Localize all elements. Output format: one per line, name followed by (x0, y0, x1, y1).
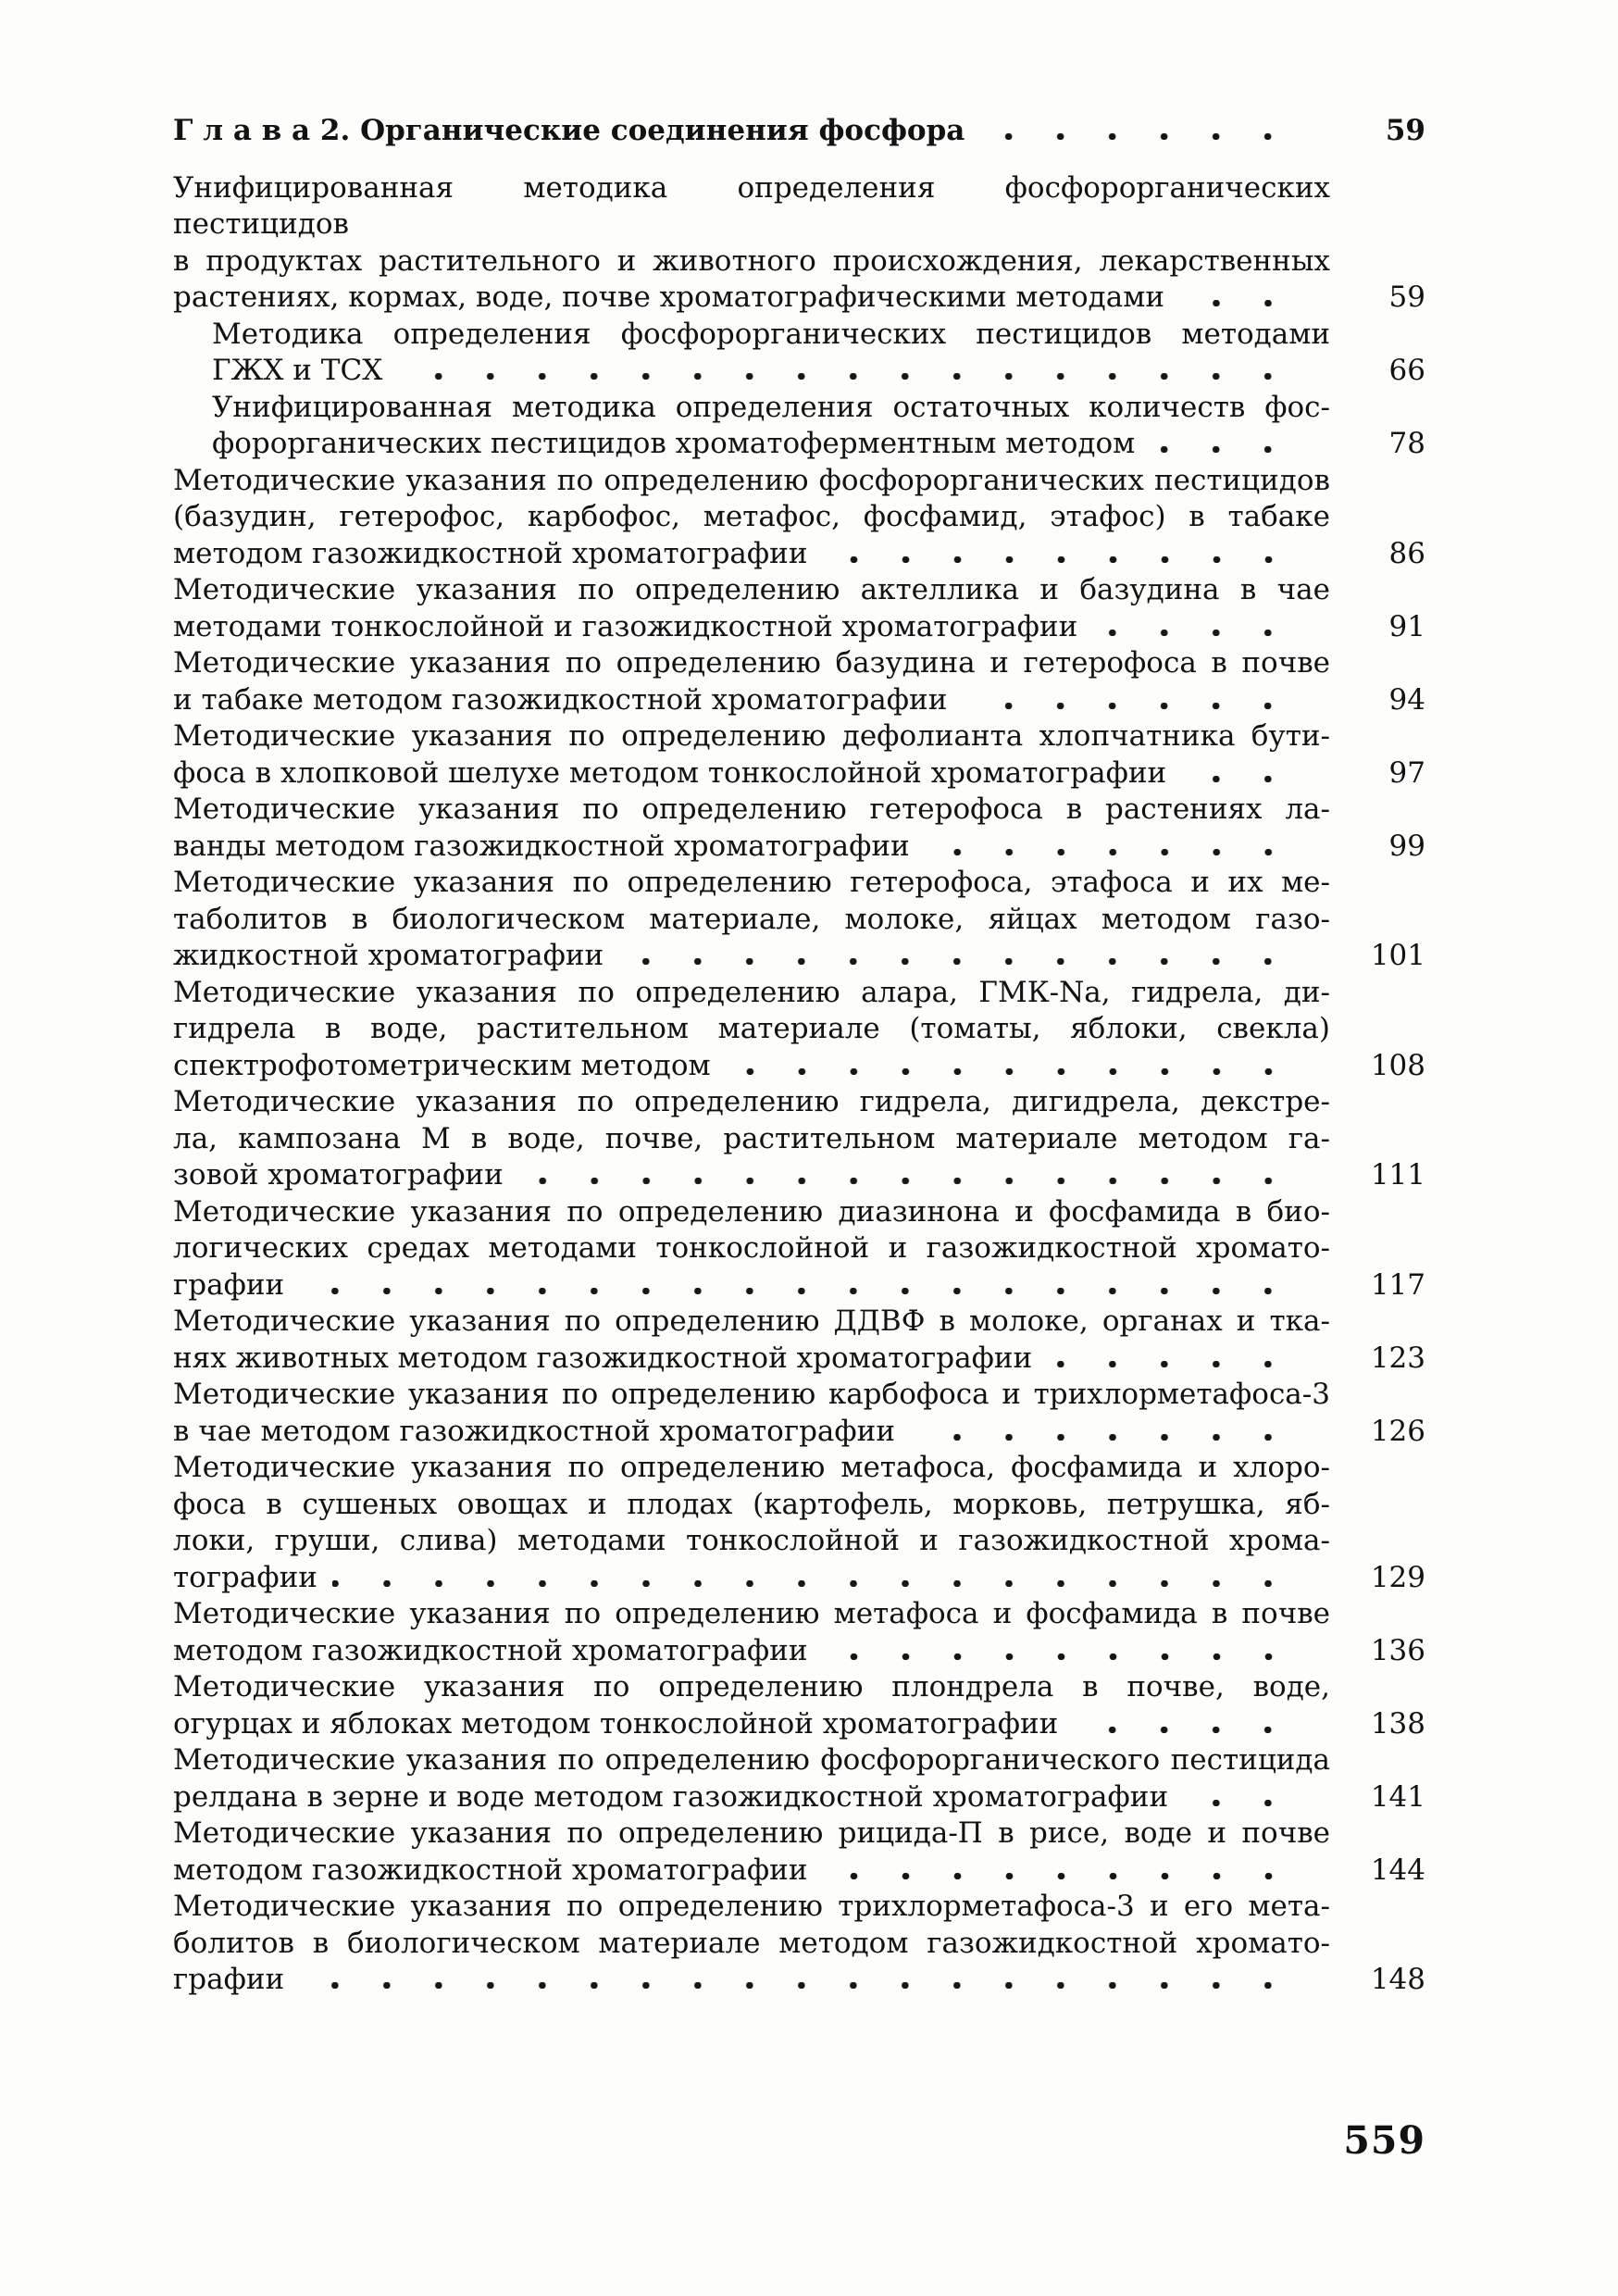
toc-entry (173, 1669, 1425, 1742)
toc-entry-line: логических средах методами тонкослойной и газожидкостной хромато- (173, 1231, 1330, 1265)
toc-entry-last-line (173, 1962, 1425, 1999)
toc-entry-line: в продуктах растительного и животного происхождения, лекарственных (173, 243, 1330, 278)
toc-entry (173, 1450, 1425, 1596)
dot-leader (1183, 1800, 1294, 1806)
toc-entry (173, 1596, 1425, 1669)
toc-entry-last-line (173, 938, 1425, 975)
toc-entry-last-line (173, 1157, 1425, 1194)
toc-entry (173, 463, 1425, 573)
toc-entry-text: фоса в хлопковой шелухе методом тонкослойной хроматографии (173, 755, 1167, 790)
toc-entry-line: Методические указания по определению рицида-П в рисе, воде и почве (173, 1816, 1330, 1850)
toc-entry-last-line (173, 1341, 1425, 1378)
page-number: 108 (1370, 1048, 1425, 1082)
page-number: 66 (1388, 354, 1425, 387)
toc-entry-text: и табаке методом газожидкостной хроматографии (173, 682, 948, 717)
dot-leader (518, 1178, 1294, 1184)
toc-entry-text: форорганических пестицидов хроматоферментным методом (212, 427, 1136, 460)
toc-entry-line: Методические указания по определению ДДВФ в молоке, органах и тка- (173, 1304, 1330, 1338)
toc-entry (173, 1816, 1425, 1889)
toc-entry (173, 792, 1425, 865)
toc-entry (173, 1194, 1425, 1304)
toc-entry-text: ванды методом газожидкостной хроматографии (173, 829, 910, 863)
dot-leader (618, 958, 1294, 965)
toc-entry-line: Методика определения фосфорорганических пестицидов методами (212, 317, 1330, 351)
toc-entry (173, 317, 1425, 390)
toc-entry-line: Методические указания по определению гетерофоса, этафоса и их ме- (173, 866, 1330, 899)
toc-entry-line: фоса в сушеных овощах и плодах (картофель, морковь, петрушка, яб- (173, 1487, 1330, 1521)
toc-entry-text: методом газожидкостной хроматографии (173, 1633, 808, 1667)
dot-leader (299, 1288, 1294, 1294)
page-number: 99 (1388, 829, 1425, 863)
toc-entry-line: Методические указания по определению алара, ГМК-Na, гидрела, ди- (173, 975, 1330, 1009)
page-number: 138 (1370, 1706, 1425, 1741)
page-number: 123 (1370, 1341, 1425, 1375)
dot-leader (299, 1982, 1294, 1989)
toc-entry-last-line (212, 353, 1425, 390)
toc-entry-text: графии (173, 1963, 285, 1996)
dot-leader (726, 1068, 1294, 1075)
page-number: 94 (1388, 682, 1425, 717)
table-of-contents (173, 113, 1425, 1999)
dot-leader (823, 1653, 1295, 1660)
toc-entry-line: Методические указания по определению трихлорметафоса-3 и его мета- (173, 1890, 1330, 1923)
toc-entry (173, 572, 1425, 645)
toc-entry-line: Методические указания по определению диазинона и фосфамида в био- (173, 1194, 1330, 1229)
toc-entry-line: локи, груши, слива) методами тонкослойной и газожидкостной хрома- (173, 1524, 1330, 1557)
toc-entry-line: Методические указания по определению плондрела в почве, воде, (173, 1670, 1330, 1703)
toc-entry-last-line (173, 755, 1425, 792)
dot-leader (1092, 630, 1294, 636)
toc-entry-last-line (173, 1706, 1425, 1743)
toc-entry-last-line (173, 829, 1425, 866)
toc-entry-last-line (173, 1779, 1425, 1816)
page-number: 101 (1370, 939, 1425, 972)
toc-entry-line: таболитов в биологическом материале, молоке, яйцах методом газо- (173, 902, 1330, 936)
page-folio: 559 (1343, 2118, 1425, 2163)
toc-entry (173, 718, 1425, 792)
dot-leader (397, 373, 1294, 380)
toc-entry (173, 1742, 1425, 1816)
toc-entry (173, 170, 1425, 317)
chapter-heading (173, 113, 1425, 150)
toc-entries (173, 170, 1425, 1999)
page-number: 141 (1370, 1779, 1425, 1814)
dot-leader (823, 1873, 1295, 1879)
toc-entry-line: Унифицированная методика определения фосфорорганических пестицидов (173, 170, 1330, 241)
chapter-title: Г л а в а 2. Органические соединения фосфора (173, 114, 965, 147)
toc-entry (173, 390, 1425, 463)
toc-entry-last-line (173, 1267, 1425, 1304)
toc-entry-last-line (173, 1414, 1425, 1451)
page-number: 117 (1370, 1267, 1425, 1302)
dot-leader (1073, 1727, 1294, 1733)
toc-entry-last-line (173, 609, 1425, 646)
toc-entry-text: методом газожидкостной хроматографии (173, 536, 808, 570)
page-number: 97 (1388, 755, 1425, 790)
toc-entry (173, 645, 1425, 718)
page-number: 111 (1370, 1158, 1425, 1192)
page-number: 91 (1388, 609, 1425, 643)
toc-entry-text: растениях, кормах, воде, почве хроматографическими методами (173, 281, 1165, 314)
toc-entry-last-line (173, 1560, 1425, 1597)
dot-leader (962, 703, 1294, 709)
page-number: 129 (1370, 1560, 1425, 1594)
toc-entry-text: в чае методом газожидкостной хроматографии (173, 1414, 895, 1448)
page-number: 126 (1370, 1414, 1425, 1448)
toc-entry-line: (базудин, гетерофос, карбофос, метафос, фосфамид, этафос) в табаке (173, 500, 1330, 533)
dot-leader (979, 133, 1294, 140)
toc-entry-line: Унифицированная методика определения остаточных количеств фос- (212, 390, 1330, 424)
toc-entry (173, 1304, 1425, 1377)
toc-entry-text: релдана в зерне и воде методом газожидкостной хроматографии (173, 1779, 1169, 1814)
dot-leader (925, 849, 1294, 855)
toc-entry-text: жидкостной хроматографии (173, 939, 604, 972)
toc-entry-text: графии (173, 1267, 285, 1302)
page-number: 86 (1388, 536, 1425, 570)
toc-entry-line: Методические указания по определению гидрела, дигидрела, декстре- (173, 1085, 1330, 1118)
toc-entry-line: Методические указания по определению актеллика и базудина в чае (173, 573, 1330, 606)
toc-entry-last-line (173, 1048, 1425, 1085)
toc-entry-text: нях животных методом газожидкостной хроматографии (173, 1341, 1033, 1375)
chapter-page-number: 59 (1385, 114, 1425, 147)
dot-leader (1047, 1361, 1294, 1367)
toc-entry-line: Методические указания по определению метафоса и фосфамида в почве (173, 1597, 1330, 1630)
toc-entry-text: зовой хроматографии (173, 1158, 504, 1192)
toc-entry (173, 1889, 1425, 1999)
toc-entry-line: Методические указания по определению фосфорорганического пестицида (173, 1743, 1330, 1777)
toc-entry (173, 1377, 1425, 1450)
dot-leader (1181, 776, 1294, 782)
toc-entry-line: ла, кампозана М в воде, почве, растительном материале методом га- (173, 1121, 1330, 1155)
dot-leader (1150, 446, 1294, 453)
page-number: 59 (1388, 281, 1425, 314)
dot-leader (910, 1434, 1294, 1441)
dot-leader (1179, 300, 1294, 306)
toc-entry-line: болитов в биологическом материале методом газожидкостной хромато- (173, 1926, 1330, 1960)
page-number: 148 (1370, 1963, 1425, 1996)
toc-entry-text: огурцах и яблоках методом тонкослойной хроматографии (173, 1706, 1059, 1741)
toc-entry-text: методом газожидкостной хроматографии (173, 1853, 808, 1887)
toc-entry-last-line (173, 536, 1425, 573)
toc-entry-line: Методические указания по определению дефолианта хлопчатника бути- (173, 719, 1330, 753)
toc-entry-line: Методические указания по определению фосфорорганических пестицидов (173, 463, 1330, 497)
toc-entry-line: гидрела в воде, растительном материале (томаты, яблоки, свекла) (173, 1012, 1330, 1045)
toc-entry (173, 975, 1425, 1085)
toc-entry-text: тографии (173, 1560, 317, 1594)
toc-entry-last-line (173, 1853, 1425, 1890)
toc-entry-line: Методические указания по определению базудина и гетерофоса в почве (173, 646, 1330, 680)
toc-entry-line: Методические указания по определению гетерофоса в растениях ла- (173, 792, 1330, 826)
toc-entry-last-line (173, 280, 1425, 317)
toc-entry-text: ГЖХ и ТСХ (212, 354, 383, 387)
dot-leader (332, 1580, 1294, 1587)
dot-leader (823, 556, 1295, 563)
page-number: 144 (1370, 1853, 1425, 1887)
page-number: 136 (1370, 1633, 1425, 1667)
toc-entry-last-line (173, 682, 1425, 719)
toc-entry-last-line (212, 426, 1425, 463)
page-number: 78 (1388, 427, 1425, 460)
toc-entry (173, 865, 1425, 975)
toc-entry-line: Методические указания по определению метафоса, фосфамида и хлоро- (173, 1451, 1330, 1484)
toc-entry-line: Методические указания по определению карбофоса и трихлорметафоса-3 (173, 1378, 1330, 1411)
toc-entry-text: спектрофотометрическим методом (173, 1048, 711, 1082)
toc-entry (173, 1084, 1425, 1194)
toc-entry-text: методами тонкослойной и газожидкостной хроматографии (173, 609, 1078, 643)
toc-entry-last-line (173, 1633, 1425, 1670)
